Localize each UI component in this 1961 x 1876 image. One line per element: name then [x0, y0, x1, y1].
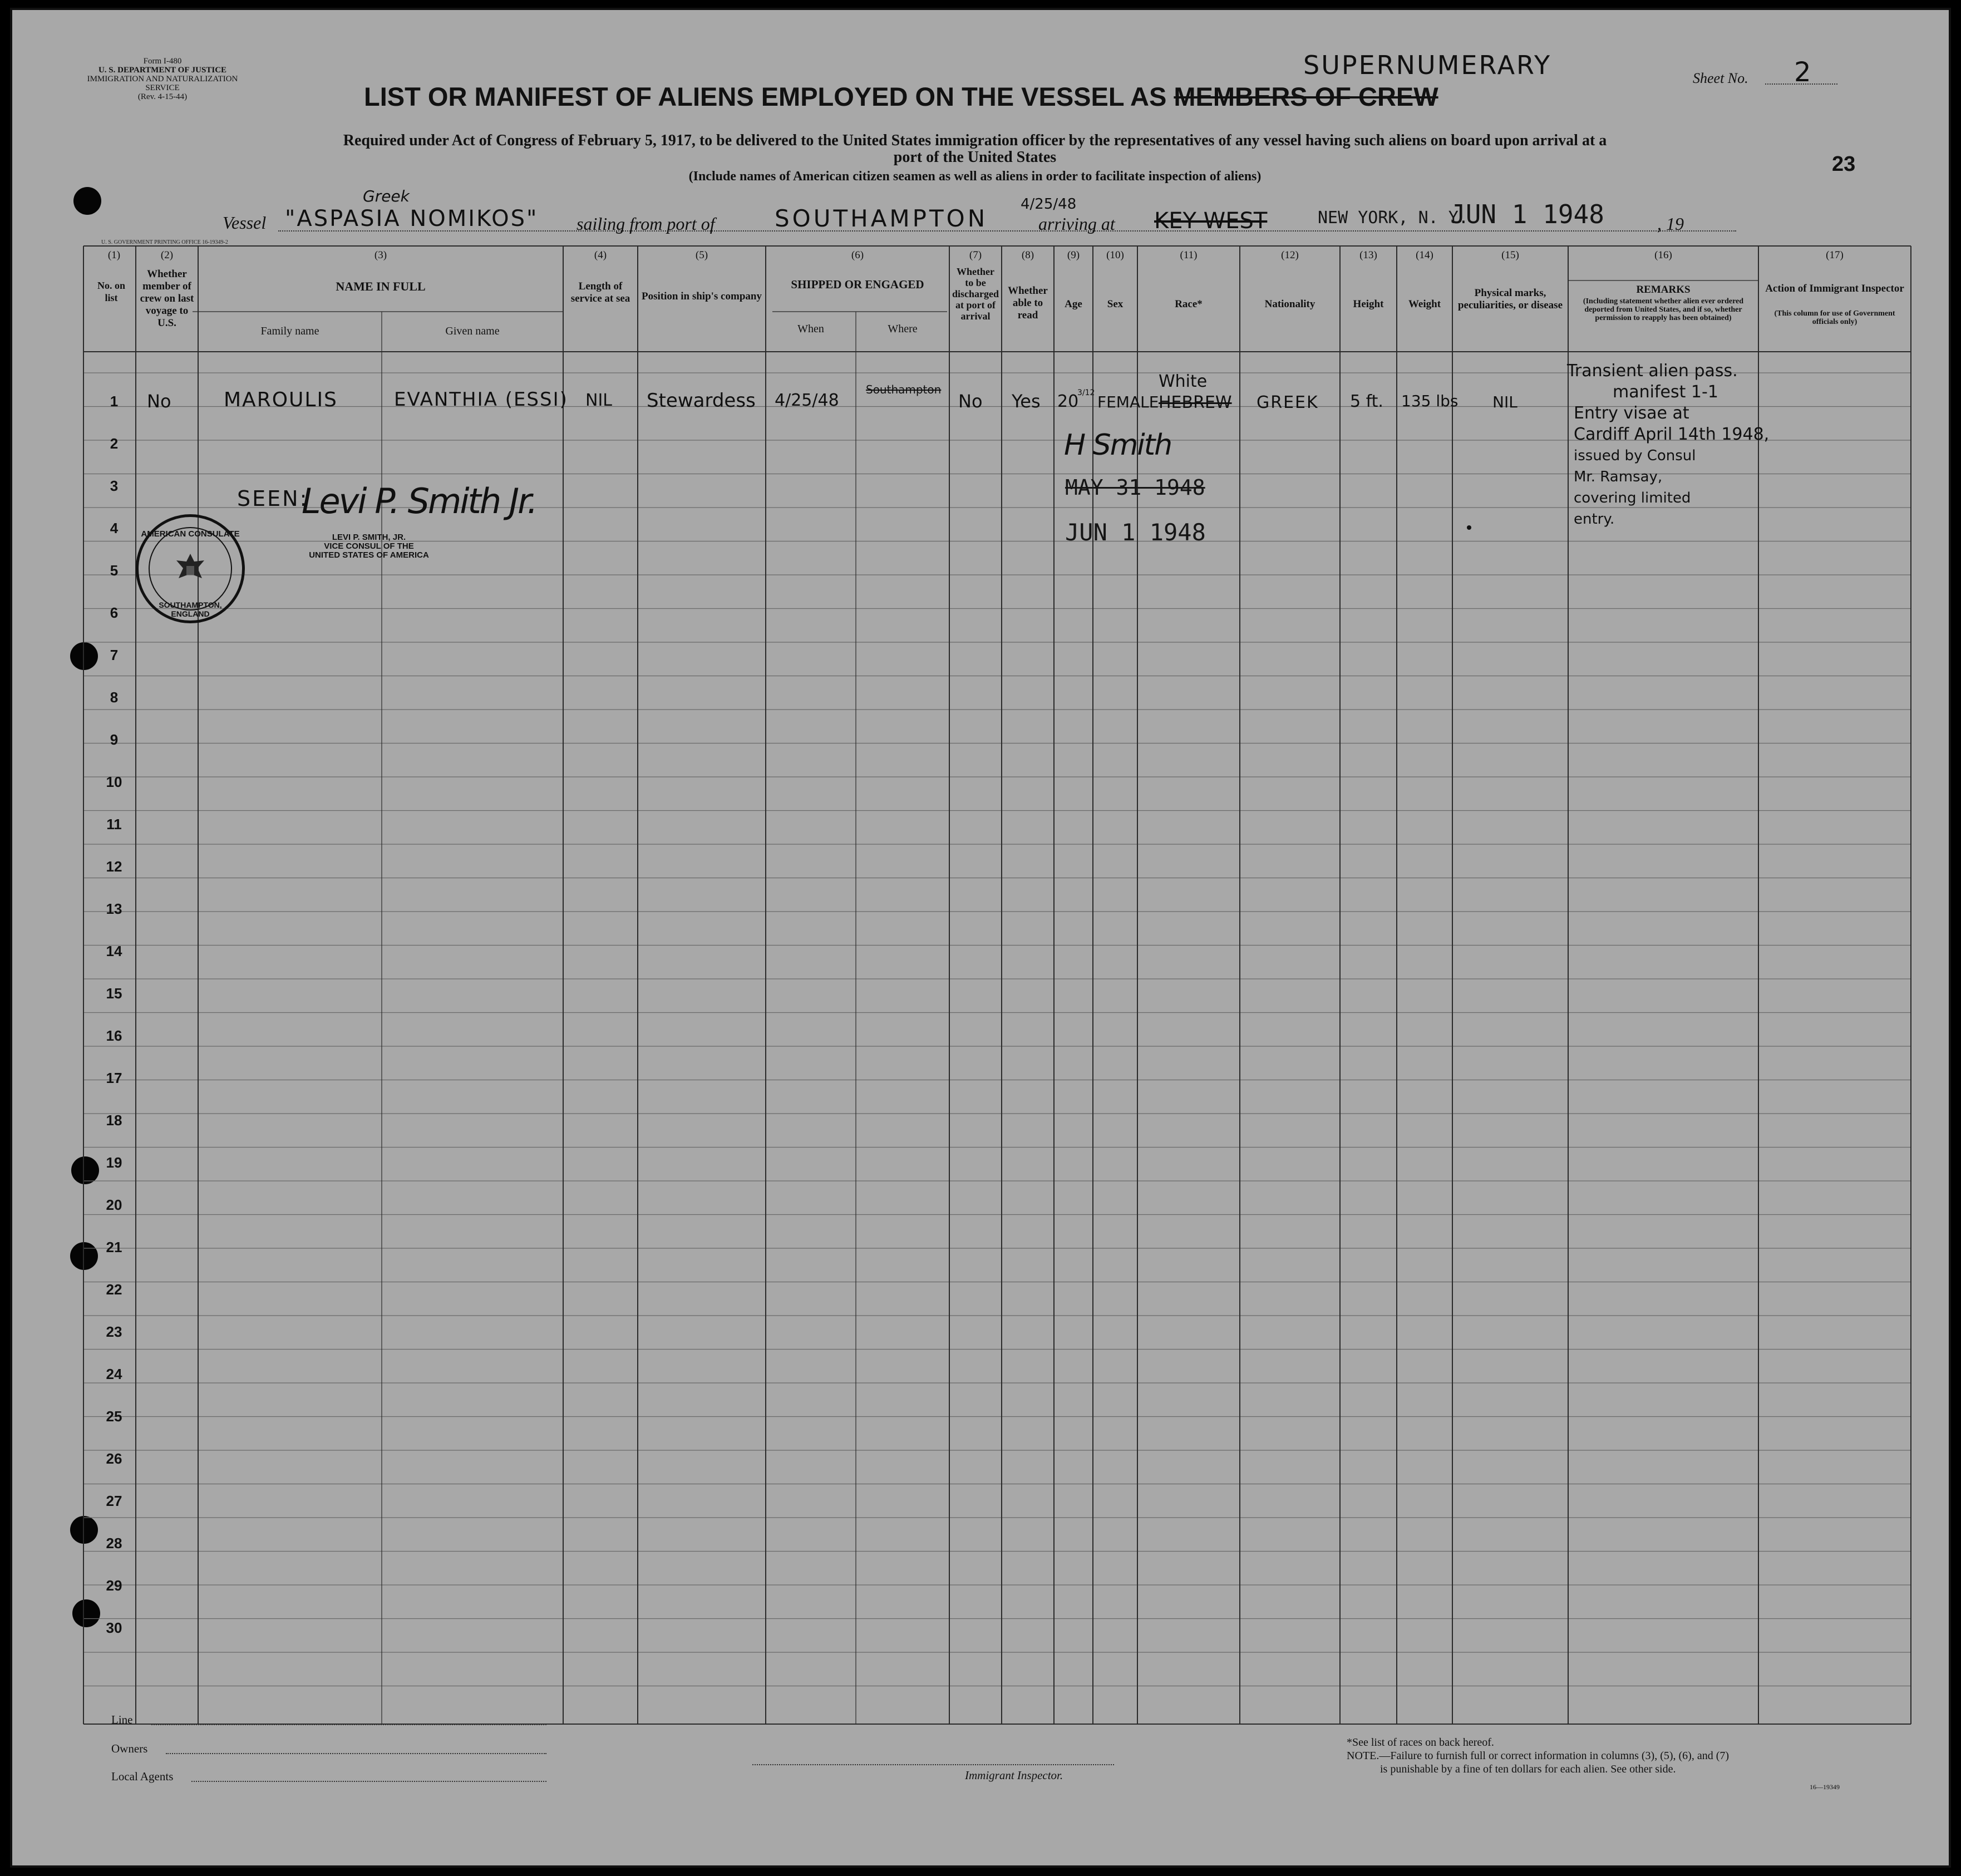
footer-races-note: *See list of races on back hereof. [1347, 1736, 1494, 1749]
printing-office: U. S. GOVERNMENT PRINTING OFFICE 16-19349-2 [101, 239, 228, 245]
row-number: 16 [106, 1027, 122, 1044]
entry-family-name: MAROULIS [224, 388, 338, 411]
inspector-initials: H Smith [1064, 429, 1172, 462]
row-number: 14 [106, 943, 122, 959]
row-number: 27 [106, 1493, 122, 1509]
col-number-4: (4) [594, 249, 607, 261]
arriving-label: arriving at [1038, 214, 1115, 234]
page-number: 23 [1832, 152, 1856, 176]
row-number: 18 [106, 1112, 122, 1129]
vessel-note: Greek [363, 187, 410, 205]
entry-given-name: EVANTHIA (ESSI) [394, 388, 568, 411]
col-header-height: Height [1353, 298, 1384, 310]
consul-signature: Levi P. Smith Jr. [302, 481, 536, 521]
remarks-line: Mr. Ramsay, [1574, 469, 1663, 485]
remarks-line: Transient alien pass. [1567, 361, 1738, 381]
col-header-inspector-action: Action of Immigrant Inspector [1765, 283, 1904, 294]
row-number: 19 [106, 1154, 122, 1171]
entry-race-above: White [1159, 372, 1208, 391]
eagle-icon [171, 549, 210, 588]
inspector-stamp-date: JUN 1 1948 [1065, 519, 1206, 546]
row-number: 28 [106, 1535, 122, 1552]
col-number-16: (16) [1654, 249, 1672, 261]
required-line-2: port of the United States [893, 149, 1057, 166]
col-number-8: (8) [1021, 249, 1034, 261]
entry-height: 5 ft. [1350, 392, 1383, 411]
remarks-line: Entry visae at [1574, 403, 1689, 423]
form-revision: (Rev. 4-15-44) [137, 92, 188, 101]
col-header-family-name: Family name [260, 325, 319, 337]
sheet-label: Sheet No. [1693, 70, 1748, 86]
footer-note-line-2: is punishable by a fine of ten dollars for each alien. See other side. [1380, 1763, 1676, 1775]
col-header-nationality: Nationality [1264, 298, 1315, 310]
row-number: 21 [106, 1239, 122, 1255]
sailing-port: SOUTHAMPTON [775, 205, 988, 232]
entry-weight: 135 lbs [1401, 392, 1459, 410]
form-department: U. S. DEPARTMENT OF JUSTICE [98, 66, 227, 75]
row-number: 2 [110, 435, 119, 452]
row-number: 8 [110, 689, 119, 706]
remarks-line: Cardiff April 14th 1948, [1574, 425, 1770, 444]
col-number-2: (2) [160, 249, 174, 261]
entry-age-fraction: 3/12 [1077, 388, 1095, 397]
col-number-12: (12) [1281, 249, 1299, 261]
col-header-remarks: REMARKS [1636, 284, 1691, 296]
footer-form-code: 16—19349 [1810, 1783, 1840, 1791]
col-header-name-in-full: NAME IN FULL [336, 279, 426, 293]
ink-dot [1467, 525, 1471, 530]
footer-agents-field [191, 1781, 546, 1782]
row-number: 29 [106, 1577, 122, 1594]
footer-inspector-field [752, 1764, 1114, 1765]
col-number-1: (1) [107, 249, 121, 261]
col-header-age: Age [1065, 298, 1082, 310]
entry-member-last-voyage: No [147, 391, 171, 412]
entry-race-struck: HEBREW [1159, 393, 1232, 412]
row-number: 7 [110, 647, 119, 663]
title-handwritten: SUPERNUMERARY [1303, 50, 1552, 80]
seen-label: SEEN: [237, 486, 309, 511]
entry-age: 20 [1057, 392, 1079, 411]
col-number-14: (14) [1416, 249, 1433, 261]
col-header-sex: Sex [1107, 298, 1124, 310]
row-number: 1 [110, 393, 119, 410]
required-line-1: Required under Act of Congress of February 5, 1917, to be delivered to the United States immigration officer by the representatives of any vessel having such aliens on board upon arrival at a [343, 132, 1607, 149]
seal-text-bottom: SOUTHAMPTON, ENGLAND [159, 600, 222, 618]
col-header-no-on-list: No. on list [97, 280, 125, 303]
inspector-stamp-struck: MAY 31 1948 [1065, 475, 1205, 500]
remarks-line: issued by Consul [1574, 447, 1696, 464]
col-header-discharged: Whether to be discharged at port of arrival [952, 266, 999, 322]
col-header-race: Race* [1175, 298, 1203, 310]
row-number: 10 [106, 774, 122, 790]
col-header-shipped-engaged: SHIPPED OR ENGAGED [791, 278, 924, 291]
entry-sex: FEMALE [1097, 393, 1159, 411]
col-header-weight: Weight [1408, 298, 1441, 310]
row-number: 4 [110, 520, 119, 536]
row-number: 17 [106, 1070, 122, 1086]
row-number: 30 [106, 1619, 122, 1636]
row-number: 23 [106, 1323, 122, 1340]
footer-inspector-label: Immigrant Inspector. [965, 1769, 1063, 1782]
arriving-port-stamp: NEW YORK, N. Y. [1318, 208, 1469, 228]
remarks-line: covering limited [1574, 490, 1691, 506]
row-number: 3 [110, 477, 119, 494]
col-number-11: (11) [1180, 249, 1198, 261]
form-service: IMMIGRATION AND NATURALIZATION SERVICE [87, 75, 238, 92]
col-header-where: Where [888, 323, 918, 335]
consul-title: VICE CONSUL OF THE [324, 541, 414, 551]
consulate-seal [136, 514, 245, 623]
row-number: 13 [106, 900, 122, 917]
entry-where: Southampton [866, 383, 942, 396]
title-struck: MEMBERS OF CREW [1174, 82, 1438, 111]
sailing-label: sailing from port of [577, 214, 715, 234]
col-number-10: (10) [1106, 249, 1124, 261]
sailing-date: 4/25/48 [1021, 196, 1077, 213]
entry-position: Stewardess [647, 390, 756, 412]
col-header-position: Position in ship's company [642, 290, 762, 302]
row-number: 9 [110, 731, 119, 748]
col-number-7: (7) [969, 249, 982, 261]
col-number-15: (15) [1501, 249, 1519, 261]
row-number: 15 [106, 985, 122, 1002]
col-header-when: When [797, 323, 824, 335]
col-number-3: (3) [374, 249, 387, 261]
arriving-struck: KEY WEST [1154, 208, 1268, 234]
row-number: 24 [106, 1366, 122, 1382]
row-number: 20 [106, 1196, 122, 1213]
row-number: 11 [106, 816, 122, 833]
vessel-label: Vessel [223, 213, 267, 233]
consul-name: LEVI P. SMITH, JR. [332, 533, 406, 542]
footer-agents-label: Local Agents [111, 1770, 174, 1783]
row-number: 26 [106, 1450, 122, 1467]
footer-note-line-1: NOTE.—Failure to furnish full or correct information in columns (3), (5), (6), and (7) [1347, 1750, 1730, 1762]
col-header-given-name: Given name [445, 325, 500, 337]
entry-length-service: NIL [585, 391, 613, 410]
entry-able-to-read: Yes [1012, 391, 1041, 412]
col-number-13: (13) [1359, 249, 1377, 261]
vessel-name: "ASPASIA NOMIKOS" [285, 206, 539, 232]
year-suffix: , 19 [1657, 214, 1684, 234]
consul-country: UNITED STATES OF AMERICA [309, 550, 429, 560]
footer-line-field [151, 1724, 546, 1725]
col-header-remarks-note: (Including statement whether alien ever ordered deported from United States, and if so, whether permission to reapply has been obtained) [1583, 297, 1744, 322]
col-number-17: (17) [1826, 249, 1844, 261]
col-header-length-service: Length of service at sea [570, 280, 630, 304]
col-header-able-to-read: Whether able to read [1008, 285, 1048, 321]
entry-nationality: GREEK [1257, 393, 1319, 412]
footer-line-label: Line [111, 1713, 133, 1726]
col-header-member-crew: Whether member of crew on last voyage to U.S. [140, 268, 194, 329]
entry-remarks [1567, 361, 1830, 530]
manifest-sheet [10, 8, 1951, 1868]
row-number: 5 [110, 562, 119, 579]
col-number-5: (5) [695, 249, 708, 261]
row-number: 22 [106, 1281, 122, 1298]
col-header-inspector-note: (This column for use of Government officials only) [1774, 309, 1895, 326]
form-number: Form I-480 [143, 57, 182, 66]
col-header-physical-marks: Physical marks, peculiarities, or disease [1457, 287, 1563, 311]
footer-owners-field [166, 1753, 546, 1754]
entry-when: 4/25/48 [775, 391, 839, 410]
col-number-6: (6) [851, 249, 864, 261]
entry-physical-marks: NIL [1492, 393, 1517, 411]
remarks-line: manifest 1-1 [1613, 382, 1718, 402]
row-number: 25 [106, 1408, 122, 1425]
title-prefix: LIST OR MANIFEST OF ALIENS EMPLOYED ON THE VESSEL AS [364, 82, 1167, 111]
row-number: 12 [106, 858, 122, 875]
sheet-number: 2 [1794, 57, 1811, 88]
footer-owners-label: Owners [111, 1742, 148, 1755]
entry-discharged: No [958, 391, 983, 412]
arrival-date-stamp: JUN 1 1948 [1450, 199, 1604, 229]
include-note: (Include names of American citizen seamen as well as aliens in order to facilitate inspection of aliens) [688, 169, 1262, 184]
row-number: 6 [110, 604, 119, 621]
consul-name-stamp [305, 533, 433, 560]
seal-text-top: AMERICAN CONSULATE [141, 529, 240, 539]
col-number-9: (9) [1067, 249, 1080, 261]
remarks-line: entry. [1574, 511, 1615, 528]
